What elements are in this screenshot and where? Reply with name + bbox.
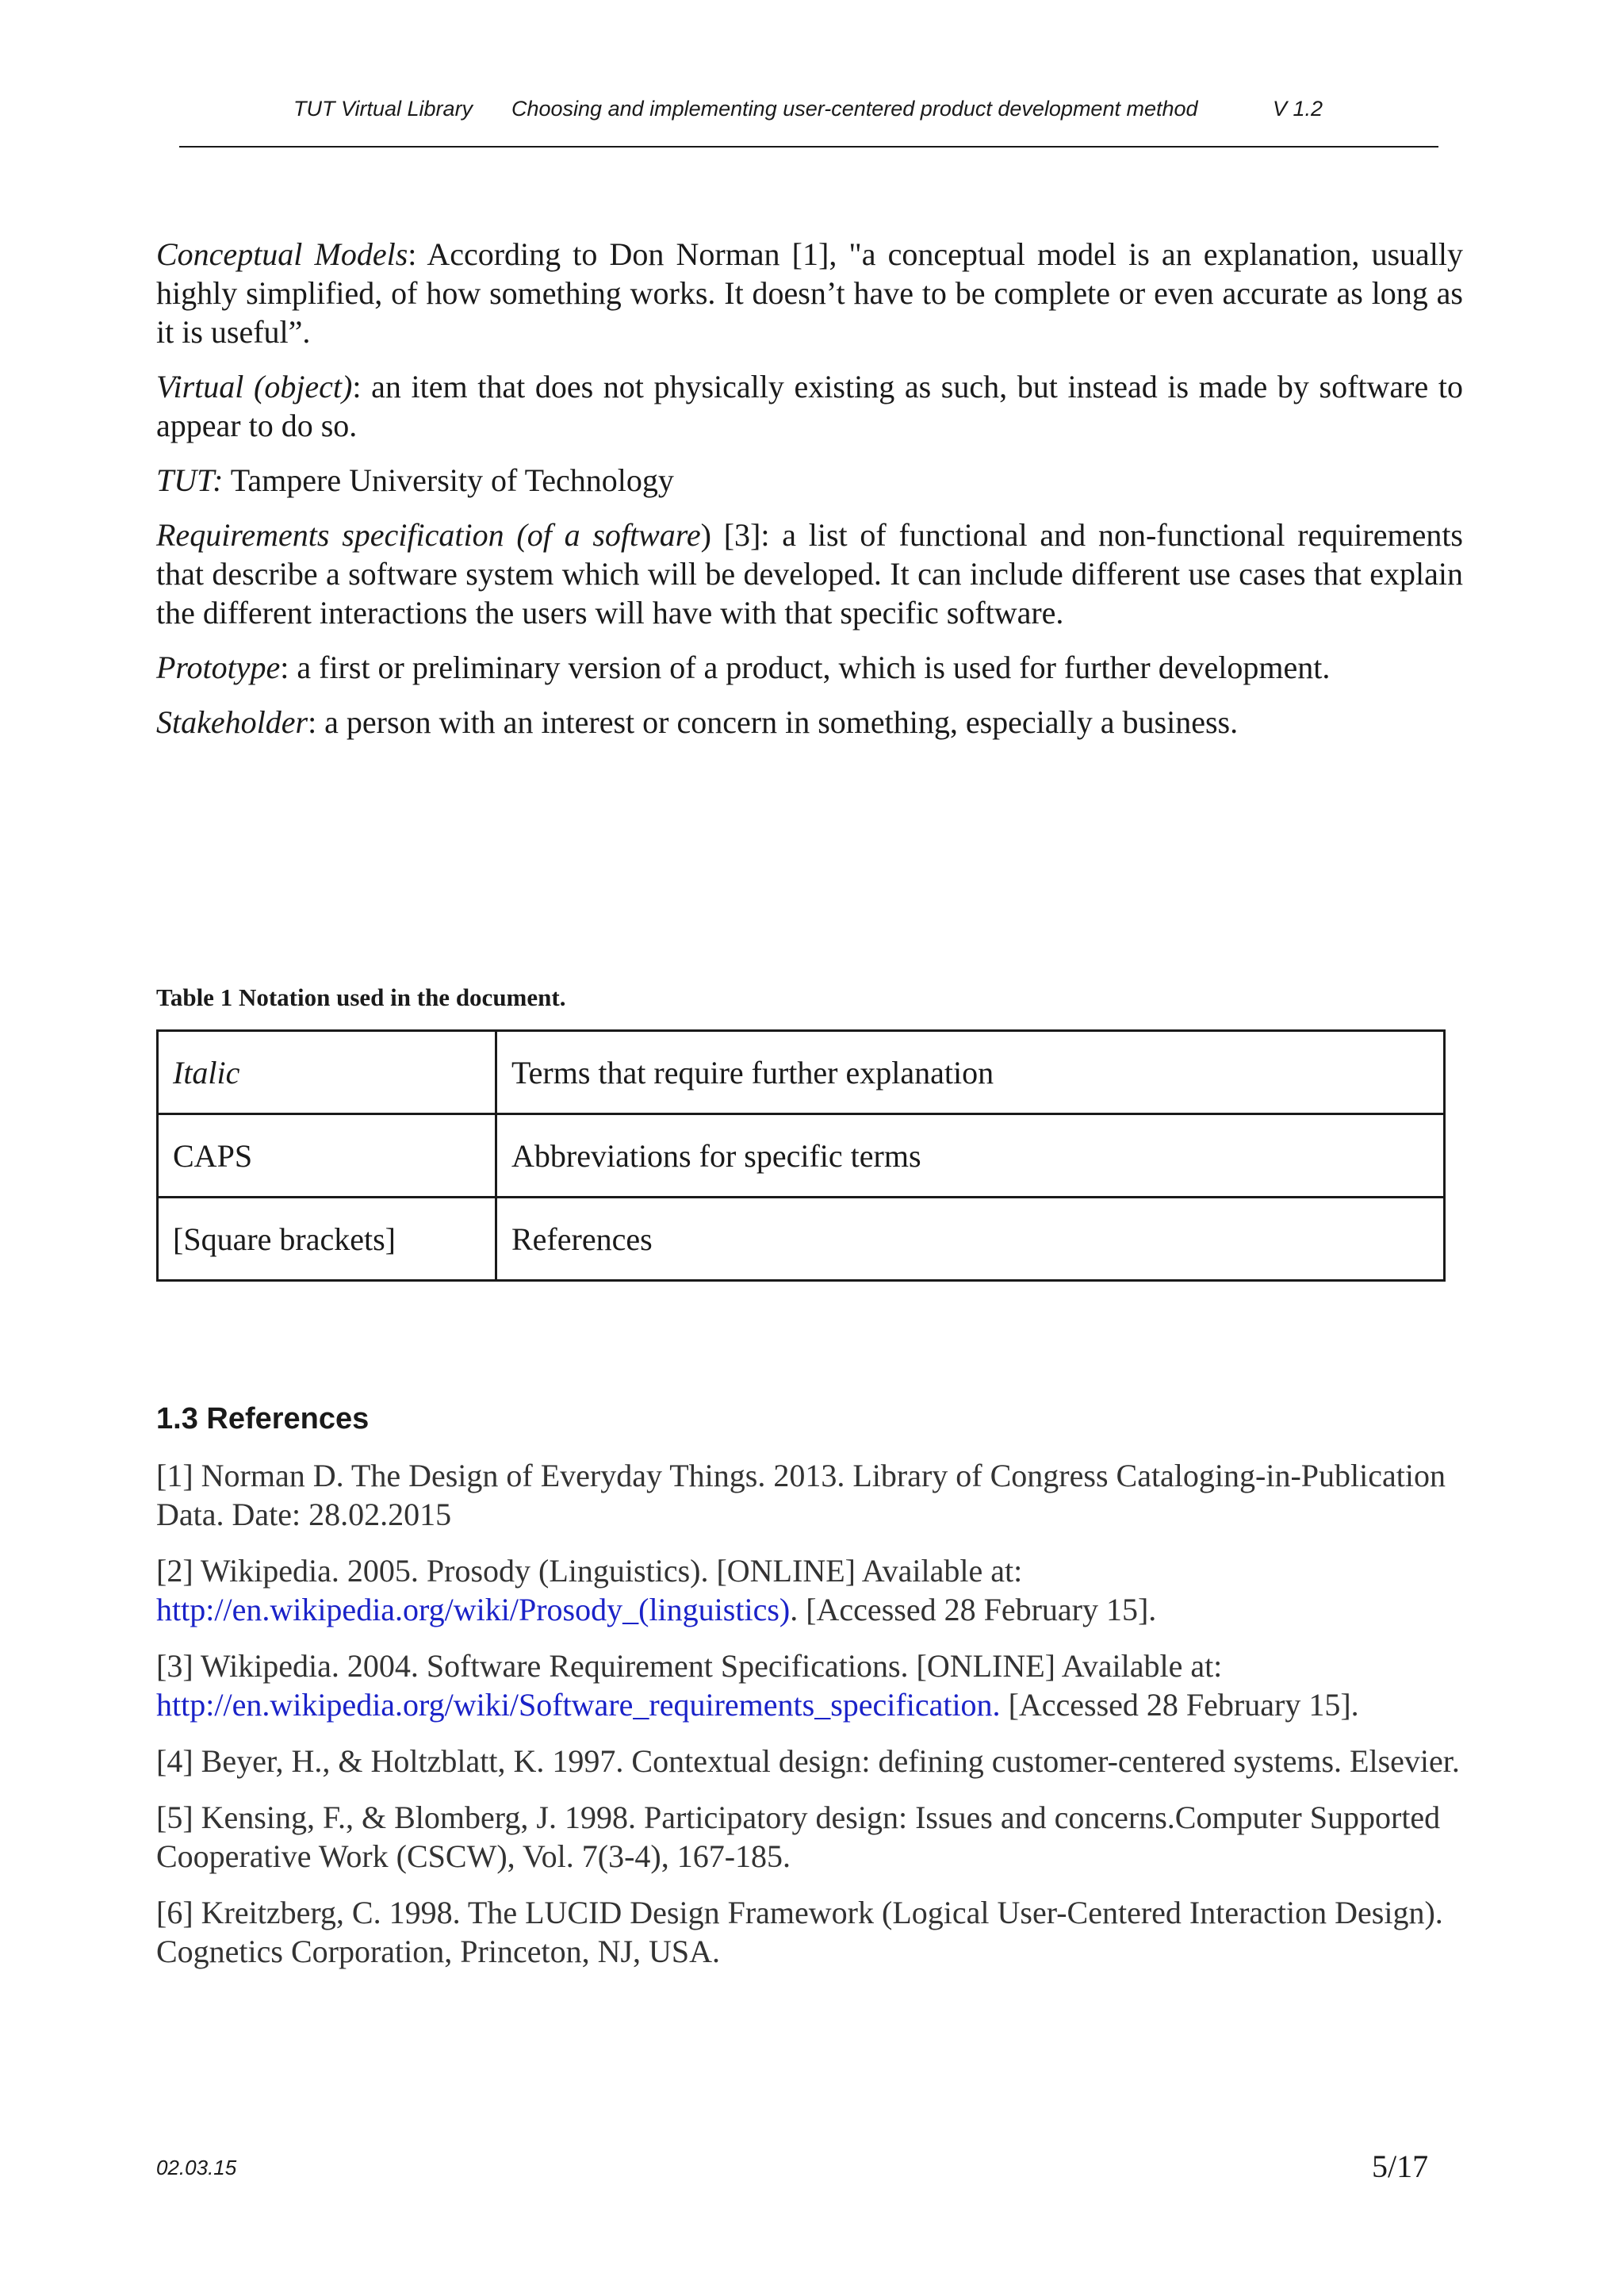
reference-link[interactable]: http://en.wikipedia.org/wiki/Prosody_(linguistics) [156,1592,791,1627]
reference-item [156,1893,1504,1971]
definitions-section [156,235,1463,757]
definition-requirements-specification [156,516,1463,632]
definition-text: : a person with an interest or concern in something, especially a business. [308,704,1239,740]
notation-table [156,1029,1446,1282]
header-version: V 1.2 [1273,97,1323,121]
definition-virtual-object [156,367,1463,445]
reference-link[interactable]: http://en.wikipedia.org/wiki/Software_requirements_specification. [156,1687,1001,1723]
references-list [156,1456,1504,1988]
reference-item [156,1551,1504,1629]
header-divider [179,146,1438,148]
footer-date: 02.03.15 [156,2156,237,2179]
reference-text-after: . [Accessed 28 February 15]. [790,1592,1157,1627]
page-number: 5/17 [1372,2148,1429,2184]
definition-term: Conceptual Models [156,236,408,272]
definition-text: ) [3]: a list of functional and non-functional requirements that describe a software system which will be developed. It can include different use cases that explain the different interactions the users will have with that specific software. [156,517,1463,631]
meaning-cell: Abbreviations for specific terms [496,1114,1445,1198]
meaning-cell: References [496,1198,1445,1281]
definition-text: : a first or preliminary version of a product, which is used for further development. [280,650,1331,685]
table-row [158,1114,1445,1198]
definition-term: Prototype [156,650,281,685]
definition-prototype [156,648,1463,687]
definition-text: Tampere University of Technology [223,462,674,498]
reference-text: [4] Beyer, H., & Holtzblatt, K. 1997. Contextual design: defining customer-centered systems. Elsevier. [156,1743,1460,1779]
notation-italic: Italic [173,1054,240,1091]
notation-cell: CAPS [158,1114,496,1198]
definition-text: : According to Don Norman [1], "a conceptual model is an explanation, usually highly simplified, of how something works. It doesn’t have to be complete or even accurate as long as it is useful”. [156,236,1464,350]
header-library: TUT Virtual Library [293,97,473,121]
notation-cell [158,1031,496,1114]
reference-text: [3] Wikipedia. 2004. Software Requirement Specifications. [ONLINE] Available at: [156,1648,1223,1684]
header-doc-title: Choosing and implementing user-centered product development method [511,97,1198,121]
reference-item [156,1742,1504,1780]
table-caption: Table 1 Notation used in the document. [156,983,566,1011]
definition-stakeholder [156,703,1463,742]
definition-term: Stakeholder [156,704,308,740]
definition-text: : an item that does not physically existing as such, but instead is made by software to appear to do so. [156,369,1463,443]
reference-item [156,1646,1504,1724]
definition-term: TUT: [156,462,224,498]
reference-text-after: [Accessed 28 February 15]. [1000,1687,1359,1723]
meaning-cell: Terms that require further explanation [496,1031,1445,1114]
definition-term: Virtual (object) [156,369,353,404]
reference-text: [6] Kreitzberg, C. 1998. The LUCID Design Framework (Logical User-Centered Interaction Design). Cognetics Corporation, Princeton, NJ, USA. [156,1895,1443,1969]
reference-item [156,1456,1504,1534]
definition-tut [156,461,1463,500]
reference-text: [1] Norman D. The Design of Everyday Things. 2013. Library of Congress Cataloging-in-Publication Data. Date: 28.02.2015 [156,1458,1446,1532]
reference-text: [2] Wikipedia. 2005. Prosody (Linguistics). [ONLINE] Available at: [156,1553,1023,1589]
table-row [158,1031,1445,1114]
reference-item [156,1798,1504,1876]
definition-conceptual-models [156,235,1463,351]
reference-text: [5] Kensing, F., & Blomberg, J. 1998. Participatory design: Issues and concerns.Computer Supported Cooperative Work (CSCW), Vol. 7(3-4), 167-185. [156,1800,1441,1874]
table-row [158,1198,1445,1281]
notation-cell: [Square brackets] [158,1198,496,1281]
definition-term: Requirements specification (of a software [156,517,701,553]
references-heading: 1.3 References [156,1402,370,1435]
